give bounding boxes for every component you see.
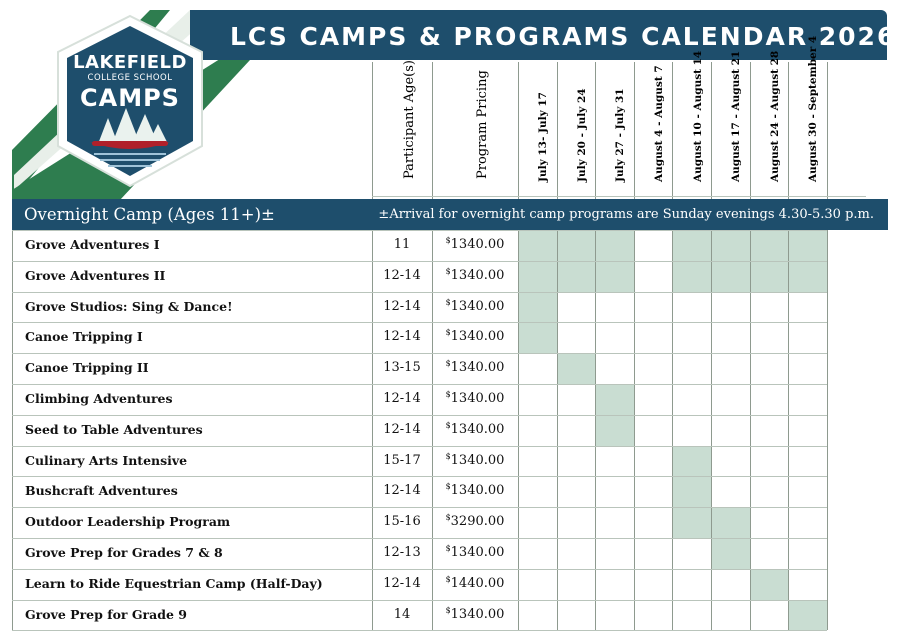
program-age: 12-14 bbox=[383, 575, 421, 591]
table-row bbox=[12, 322, 828, 353]
scheduled-week-cell bbox=[711, 538, 750, 569]
logo-line-3: CAMPS bbox=[80, 84, 180, 112]
scheduled-week-cell bbox=[711, 261, 750, 292]
header-week-label: August 30 - September 4 bbox=[807, 35, 820, 182]
header-age bbox=[372, 62, 432, 198]
program-price bbox=[432, 322, 518, 353]
header-week-label: July 20 - July 24 bbox=[575, 88, 588, 182]
program-name: Outdoor Leadership Program bbox=[25, 514, 231, 530]
program-price bbox=[432, 600, 518, 631]
program-price bbox=[432, 353, 518, 384]
header-week-4 bbox=[634, 62, 673, 198]
currency-symbol: $ bbox=[445, 451, 451, 461]
price-value: 3290.00 bbox=[450, 514, 505, 530]
header-week-label: August 17 - August 21 bbox=[730, 50, 743, 182]
currency-symbol: $ bbox=[445, 513, 451, 523]
program-name: Seed to Table Adventures bbox=[25, 421, 203, 437]
section-title: Overnight Camp (Ages 11+)± bbox=[24, 205, 275, 224]
scheduled-week-cell bbox=[788, 261, 827, 292]
program-price bbox=[432, 230, 518, 261]
program-age: 15-16 bbox=[383, 514, 421, 530]
table-row bbox=[12, 507, 828, 538]
currency-symbol: $ bbox=[445, 266, 451, 276]
lakefield-camps-logo bbox=[50, 14, 210, 190]
currency-symbol: $ bbox=[445, 359, 451, 369]
header-week-label: July 27 - July 31 bbox=[614, 88, 627, 182]
price-value: 1340.00 bbox=[450, 360, 505, 376]
price-value: 1440.00 bbox=[450, 575, 505, 591]
page-title: LCS CAMPS & PROGRAMS CALENDAR 2026 bbox=[230, 22, 897, 51]
program-name: Grove Studios: Sing & Dance! bbox=[25, 298, 233, 314]
table-row bbox=[12, 415, 828, 446]
header-week-8 bbox=[788, 35, 827, 198]
header-week-label: July 13- July 17 bbox=[537, 92, 550, 182]
price-value: 1340.00 bbox=[450, 298, 505, 314]
header-week-7 bbox=[750, 50, 789, 198]
grid-line-row bbox=[12, 630, 827, 631]
program-age: 12-14 bbox=[383, 391, 421, 406]
program-name: Grove Adventures I bbox=[25, 237, 160, 252]
header-age-label: Participant Age(s) bbox=[402, 60, 417, 179]
program-age: 14 bbox=[393, 606, 411, 622]
price-value: 1340.00 bbox=[450, 267, 505, 283]
program-price bbox=[432, 261, 518, 292]
header-price bbox=[432, 62, 518, 198]
currency-symbol: $ bbox=[445, 482, 451, 492]
scheduled-week-cell bbox=[750, 569, 789, 600]
table-row bbox=[12, 353, 828, 384]
logo-line-1: LAKEFIELD bbox=[73, 52, 187, 73]
price-value: 1340.00 bbox=[450, 606, 505, 622]
header-week-2 bbox=[557, 62, 596, 198]
program-price bbox=[432, 569, 518, 600]
currency-symbol: $ bbox=[445, 390, 451, 399]
scheduled-week-cell bbox=[788, 230, 827, 261]
program-name: Grove Adventures II bbox=[25, 267, 166, 283]
program-age: 12-13 bbox=[383, 545, 421, 560]
scheduled-week-cell bbox=[595, 230, 634, 261]
scheduled-week-cell bbox=[711, 507, 750, 538]
section-note: ±Arrival for overnight camp programs are Sunday evenings 4.30-5.30 p.m. bbox=[378, 207, 874, 222]
program-name: Canoe Tripping I bbox=[25, 329, 143, 345]
program-price bbox=[432, 292, 518, 323]
program-price bbox=[432, 415, 518, 446]
currency-symbol: $ bbox=[445, 420, 451, 430]
scheduled-week-cell bbox=[518, 261, 557, 292]
header-week-label: August 24 - August 28 bbox=[768, 50, 781, 182]
program-name: Grove Prep for Grade 9 bbox=[25, 606, 187, 622]
table-row bbox=[12, 261, 828, 292]
table-row bbox=[12, 600, 828, 631]
scheduled-week-cell bbox=[557, 230, 596, 261]
scheduled-week-cell bbox=[711, 230, 750, 261]
program-age: 15-17 bbox=[383, 452, 421, 468]
program-price bbox=[432, 384, 518, 415]
table-row bbox=[12, 292, 828, 323]
scheduled-week-cell bbox=[557, 261, 596, 292]
program-age: 12-14 bbox=[383, 329, 421, 345]
table-row bbox=[12, 384, 828, 415]
header-week-label: August 4 - August 7 bbox=[653, 65, 666, 182]
price-value: 1340.00 bbox=[450, 329, 505, 345]
program-name: Climbing Adventures bbox=[25, 391, 173, 406]
header-week-3 bbox=[595, 62, 634, 198]
program-price bbox=[432, 476, 518, 507]
program-price bbox=[432, 538, 518, 569]
scheduled-week-cell bbox=[518, 322, 557, 353]
program-age: 12-14 bbox=[383, 421, 421, 437]
scheduled-week-cell bbox=[595, 261, 634, 292]
scheduled-week-cell bbox=[557, 353, 596, 384]
scheduled-week-cell bbox=[518, 292, 557, 323]
price-value: 1340.00 bbox=[450, 483, 505, 499]
scheduled-week-cell bbox=[595, 384, 634, 415]
price-value: 1340.00 bbox=[450, 421, 505, 437]
table-row bbox=[12, 476, 828, 507]
table-row bbox=[12, 230, 828, 261]
program-name: Learn to Ride Equestrian Camp (Half-Day) bbox=[25, 575, 323, 591]
header-week-5 bbox=[672, 50, 711, 198]
program-age: 11 bbox=[393, 237, 411, 252]
program-age: 12-14 bbox=[383, 483, 421, 499]
logo-line-2: COLLEGE SCHOOL bbox=[87, 73, 173, 83]
scheduled-week-cell bbox=[672, 446, 711, 477]
table-row bbox=[12, 538, 828, 569]
program-age: 12-14 bbox=[383, 298, 421, 314]
scheduled-week-cell bbox=[788, 600, 827, 631]
scheduled-week-cell bbox=[595, 415, 634, 446]
scheduled-week-cell bbox=[750, 261, 789, 292]
program-price bbox=[432, 446, 518, 477]
header-price-label: Program Pricing bbox=[475, 70, 490, 179]
overnight-camp-section-bar bbox=[12, 199, 888, 230]
program-name: Culinary Arts Intensive bbox=[25, 452, 188, 468]
currency-symbol: $ bbox=[445, 328, 451, 338]
program-age: 12-14 bbox=[383, 267, 421, 283]
scheduled-week-cell bbox=[672, 507, 711, 538]
program-age: 13-15 bbox=[383, 360, 421, 376]
price-value: 1340.00 bbox=[450, 237, 505, 252]
scheduled-week-cell bbox=[672, 261, 711, 292]
currency-symbol: $ bbox=[445, 297, 451, 307]
price-value: 1340.00 bbox=[450, 545, 505, 560]
program-name: Grove Prep for Grades 7 & 8 bbox=[25, 545, 223, 560]
table-row bbox=[12, 569, 828, 600]
currency-symbol: $ bbox=[445, 605, 451, 615]
table-row bbox=[12, 446, 828, 477]
header-week-label: August 10 - August 14 bbox=[691, 50, 704, 182]
scheduled-week-cell bbox=[672, 476, 711, 507]
header-week-6 bbox=[711, 50, 750, 198]
price-value: 1340.00 bbox=[450, 391, 505, 406]
program-name: Canoe Tripping II bbox=[25, 360, 149, 376]
currency-symbol: $ bbox=[445, 544, 451, 553]
currency-symbol: $ bbox=[445, 574, 451, 584]
program-price bbox=[432, 507, 518, 538]
title-banner bbox=[190, 10, 897, 60]
price-value: 1340.00 bbox=[450, 452, 505, 468]
scheduled-week-cell bbox=[672, 230, 711, 261]
program-name: Bushcraft Adventures bbox=[25, 483, 178, 499]
header-week-1 bbox=[518, 62, 557, 198]
currency-symbol: $ bbox=[445, 236, 451, 245]
scheduled-week-cell bbox=[518, 230, 557, 261]
scheduled-week-cell bbox=[750, 230, 789, 261]
